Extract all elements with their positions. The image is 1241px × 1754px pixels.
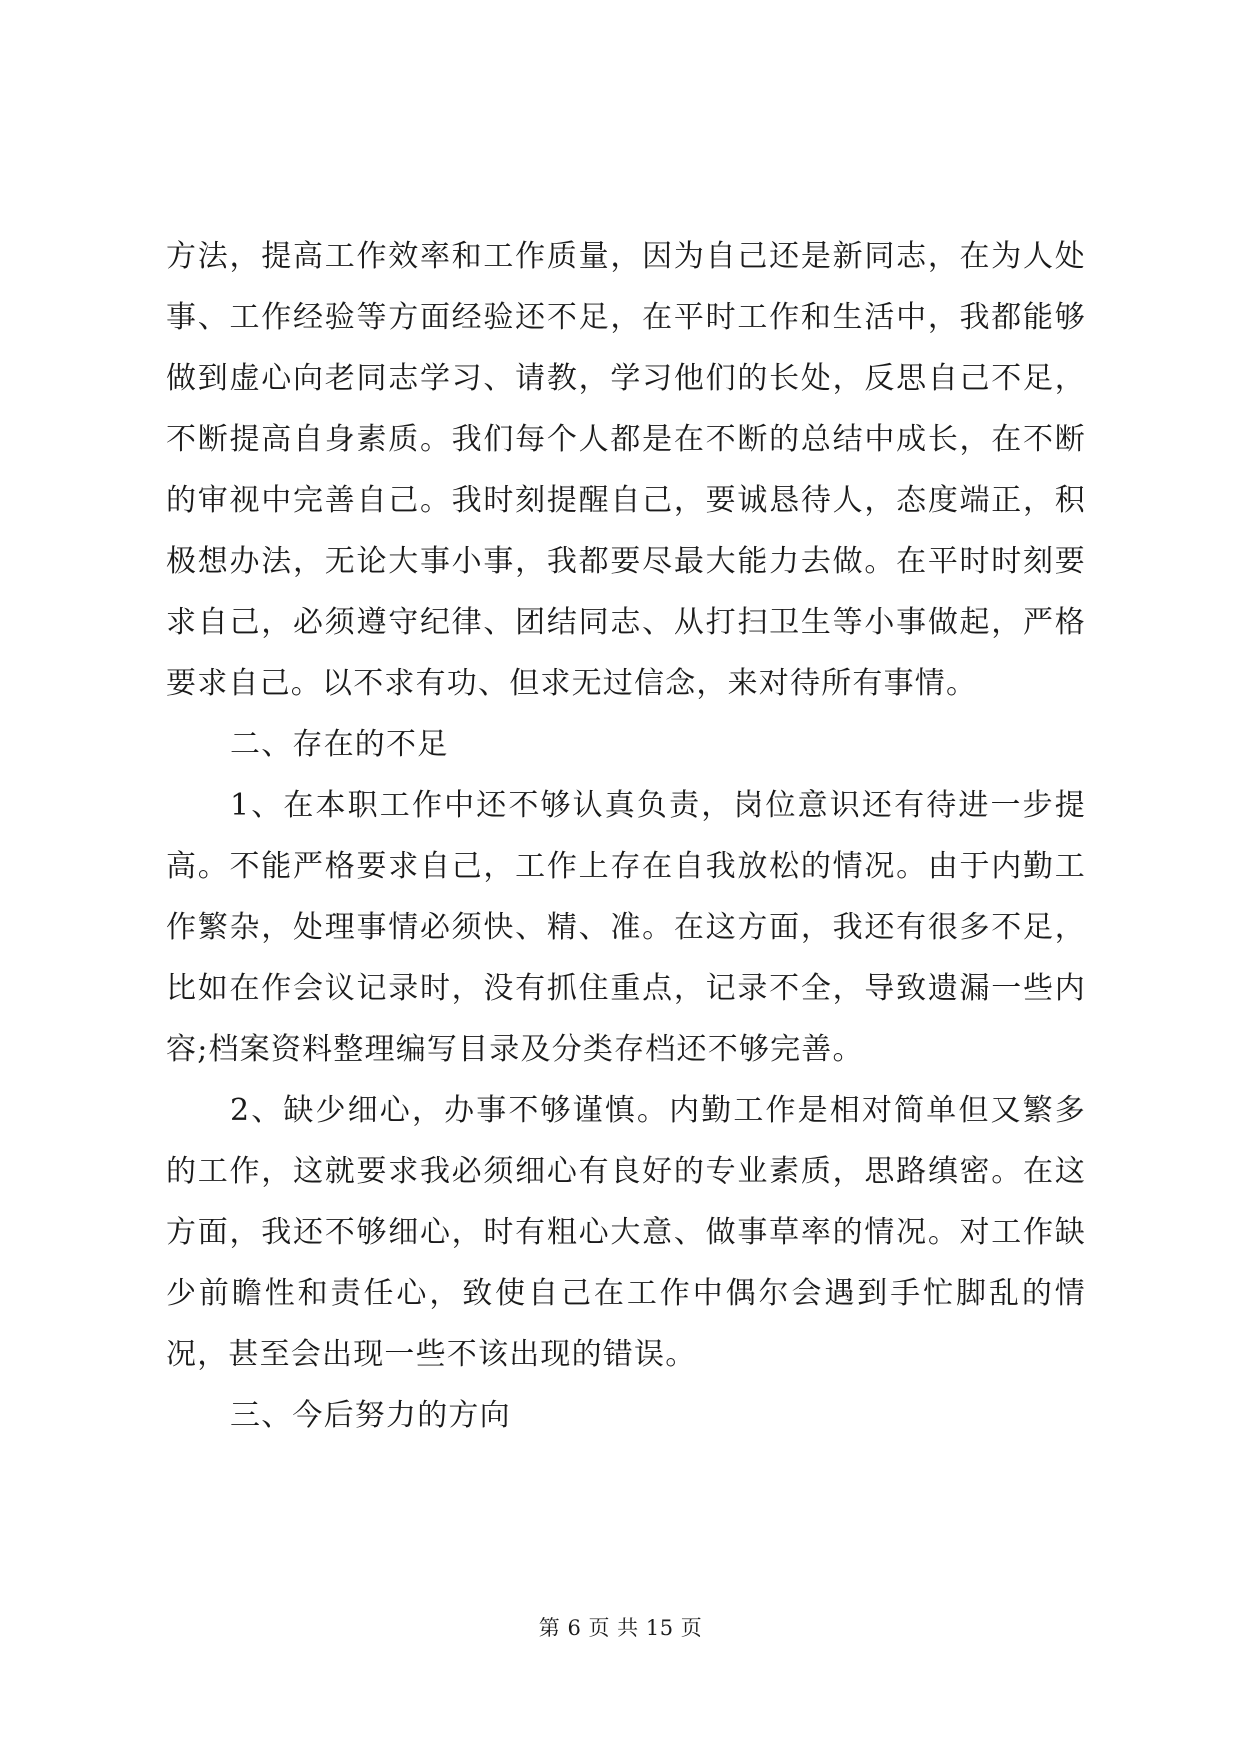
section-heading-shortcomings: 二、存在的不足: [230, 727, 449, 762]
paragraph-shortcoming-2: 2、缺少细心，办事不够谨慎。内勤工作是相对简单但又繁多的工作，这就要求我必须细心有良好的专业素质，思路缜密。在这方面，我还不够细心，时有粗心大意、做事草率的情况。对工作缺少前瞻性和责任心，致使自己在工作中偶尔会遇到手忙脚乱的情况，甚至会出现一些不该出现的错误。: [166, 1093, 1086, 1372]
document-body: [166, 226, 1086, 1446]
paragraph-continuation: 方法，提高工作效率和工作质量，因为自己还是新同志，在为人处事、工作经验等方面经验还不足，在平时工作和生活中，我都能够做到虚心向老同志学习、请教，学习他们的长处，反思自己不足，不断提高自身素质。我们每个人都是在不断的总结中成长，在不断的审视中完善自己。我时刻提醒自己，要诚恳待人，态度端正，积极想办法，无论大事小事，我都要尽最大能力去做。在平时时刻要求自己，必须遵守纪律、团结同志、从打扫卫生等小事做起，严格要求自己。以不求有功、但求无过信念，来对待所有事情。: [166, 239, 1086, 701]
page-number-footer: 第 6 页 共 15 页: [538, 1616, 703, 1640]
paragraph-shortcoming-1: 1、在本职工作中还不够认真负责，岗位意识还有待进一步提高。不能严格要求自己，工作上存在自我放松的情况。由于内勤工作繁杂，处理事情必须快、精、准。在这方面，我还有很多不足，比如在作会议记录时，没有抓住重点，记录不全，导致遗漏一些内容;档案资料整理编写目录及分类存档还不够完善。: [166, 788, 1086, 1067]
section-heading-future-direction: 三、今后努力的方向: [230, 1398, 511, 1433]
